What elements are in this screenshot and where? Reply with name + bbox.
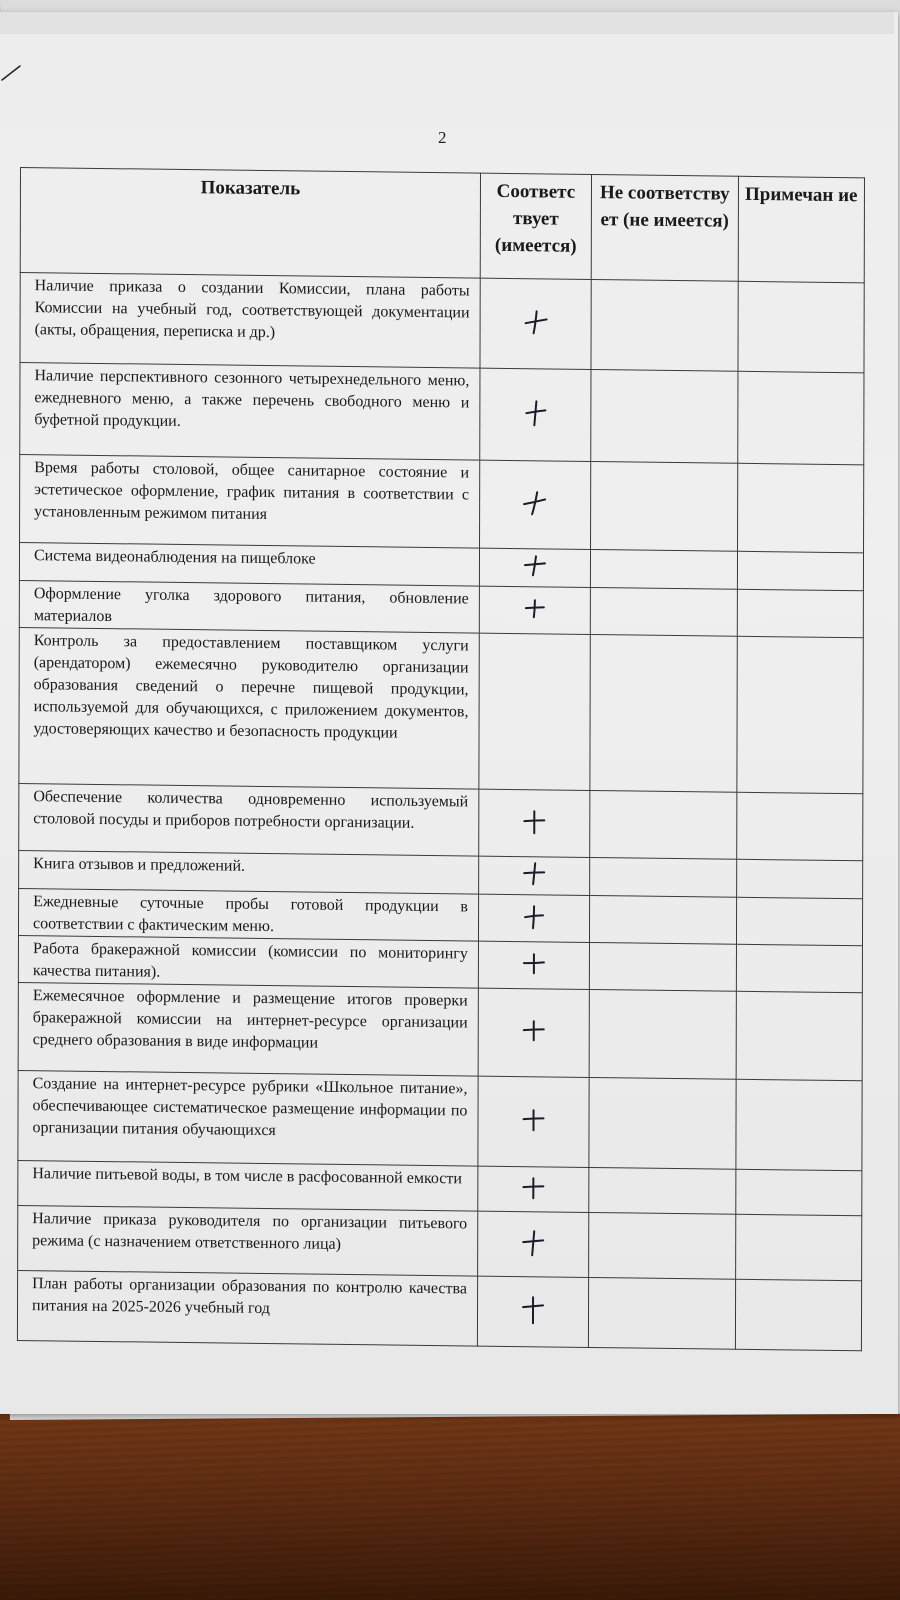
table-row	[19, 627, 863, 793]
plus-mark-svg	[517, 1171, 549, 1203]
plus-mark-svg	[519, 592, 551, 624]
note-cell	[735, 1279, 862, 1351]
plus-mark-stroke	[523, 1231, 543, 1255]
not-complies-cell	[590, 857, 737, 897]
complies-cell	[479, 548, 590, 587]
complies-cell	[479, 789, 590, 857]
indicator-cell: Наличие приказа о создании Комиссии, плана работы Комиссии на учебный год, соответствующей документации (акты, обращения, переписка и др.)	[20, 273, 480, 369]
plus-mark-svg	[520, 305, 552, 337]
complies-cell	[478, 941, 589, 989]
note-cell	[738, 281, 865, 373]
complies-cell	[478, 894, 589, 942]
table-header-row	[20, 168, 864, 283]
handwritten-plus-icon	[519, 396, 551, 428]
complies-cell	[479, 586, 590, 634]
plus-mark-stroke	[524, 492, 545, 514]
not-complies-cell	[591, 279, 738, 371]
indicator-cell: Книга отзывов и предложений.	[19, 850, 479, 894]
note-cell	[736, 859, 862, 899]
note-cell	[736, 897, 862, 946]
note-cell	[736, 1079, 863, 1171]
not-complies-cell	[590, 634, 737, 792]
sheet-edge	[0, 12, 894, 34]
indicator-cell: Система видеонаблюдения на пищеблоке	[19, 542, 479, 586]
note-cell	[737, 371, 864, 465]
complies-cell	[479, 460, 590, 549]
indicator-cell: План работы организации образования по контролю качества питания на 2025-2026 учебный год	[17, 1270, 477, 1346]
indicator-cell: Обеспечение количества одновременно используемый столовой посуды и приборов потребности организации.	[19, 783, 479, 856]
note-cell	[736, 991, 863, 1081]
complies-cell	[477, 1276, 588, 1347]
plus-mark-svg	[518, 947, 550, 979]
plus-mark-svg	[518, 805, 550, 837]
plus-mark-svg	[518, 857, 550, 889]
table-body	[17, 273, 864, 1351]
complies-cell	[479, 856, 590, 895]
indicator-cell: Работа бракеражной комиссии (комиссии по мониторингу качества питания).	[18, 935, 478, 988]
plus-mark-svg	[518, 1014, 550, 1046]
plus-mark-stroke	[523, 1178, 543, 1198]
note-cell	[737, 636, 864, 794]
pen-stroke-icon	[0, 60, 30, 90]
header-complies: Соответс твует (имеется)	[480, 173, 591, 279]
table-row	[20, 273, 864, 373]
not-complies-cell	[589, 1077, 736, 1169]
handwritten-plus-icon	[519, 486, 551, 518]
table-row	[18, 982, 862, 1080]
not-complies-cell	[591, 369, 738, 463]
plus-mark-stroke	[525, 556, 545, 575]
complies-cell	[478, 1211, 589, 1277]
plus-mark-stroke	[524, 811, 544, 833]
not-complies-cell	[589, 1212, 736, 1279]
handwritten-plus-icon	[519, 592, 551, 624]
complies-cell	[480, 278, 591, 369]
not-complies-cell	[589, 942, 736, 991]
handwritten-plus-icon	[517, 1226, 549, 1258]
handwritten-plus-icon	[517, 1103, 549, 1135]
complies-cell	[478, 1166, 589, 1212]
complies-cell	[478, 1076, 589, 1167]
indicator-cell: Время работы столовой, общее санитарное состояние и эстетическое оформление, график питания в соответствии с установленным режимом питания	[20, 454, 480, 548]
not-complies-cell	[591, 461, 738, 551]
table-row	[18, 1070, 862, 1170]
complies-cell	[478, 988, 589, 1077]
plus-mark-stroke	[523, 1110, 543, 1130]
note-cell	[735, 1214, 862, 1281]
handwritten-plus-icon	[518, 947, 550, 979]
handwritten-plus-icon	[518, 1014, 550, 1046]
indicator-cell: Наличие перспективного сезонного четырехнедельного меню, ежедневного меню, а также перечень свободного меню и буфетной продукции.	[20, 363, 480, 461]
header-not-complies: Не соответству ет (не имеется)	[591, 174, 738, 281]
not-complies-cell	[590, 587, 737, 636]
table-row	[20, 363, 864, 465]
handwritten-plus-icon	[518, 805, 550, 837]
indicator-cell: Наличие приказа руководителя по организации питьевого режима (с назначением ответственного лица)	[18, 1205, 478, 1276]
plus-mark-svg	[519, 549, 551, 581]
plus-mark-stroke	[524, 1021, 544, 1040]
not-complies-cell	[590, 895, 737, 944]
header-indicator: Показатель	[20, 168, 480, 279]
indicator-cell: Контроль за предоставлением поставщиком услуги (арендатором) ежемесячно руководителю организации образования сведений о перечне пищевой продукции, используемой для обучающихся, с приложением документов, удостоверяющих качество и безопасность продукции	[19, 627, 479, 789]
plus-mark-svg	[519, 396, 551, 428]
handwritten-plus-icon	[518, 857, 550, 889]
inspection-checklist-table	[17, 167, 865, 1351]
plus-mark-stroke	[525, 906, 543, 928]
handwritten-plus-icon	[517, 1171, 549, 1203]
plus-mark-svg	[517, 1103, 549, 1135]
page-number: 2	[438, 128, 447, 147]
complies-cell	[480, 368, 591, 461]
plus-mark-stroke	[526, 311, 547, 333]
note-cell	[736, 944, 862, 993]
plus-mark-stroke	[523, 1297, 543, 1323]
not-complies-cell	[589, 1167, 736, 1214]
indicator-cell: Ежемесячное оформление и размещение итогов проверки бракеражной комиссии на интернет-ресурсе организации среднего образования в виде информации	[18, 982, 478, 1076]
complies-cell	[479, 633, 591, 790]
header-note: Примечан ие	[738, 176, 865, 283]
handwritten-plus-icon	[517, 1293, 549, 1325]
plus-mark-stroke	[526, 600, 544, 617]
note-cell	[737, 463, 864, 553]
not-complies-cell	[590, 790, 737, 859]
table-row	[18, 1205, 862, 1280]
handwritten-plus-icon	[520, 305, 552, 337]
not-complies-cell	[589, 989, 736, 1079]
table-row	[20, 454, 864, 552]
plus-mark-stroke	[526, 401, 545, 425]
plus-mark-svg	[519, 486, 551, 518]
table-row	[19, 783, 863, 860]
plus-mark-svg	[517, 1293, 549, 1325]
not-complies-cell	[590, 549, 737, 589]
table-row	[17, 1270, 861, 1350]
note-cell	[736, 792, 863, 861]
indicator-cell: Наличие питьевой воды, в том числе в расфосованной емкости	[18, 1160, 478, 1211]
plus-mark-svg	[518, 900, 550, 932]
indicator-cell: Ежедневные суточные пробы готовой продукции в соответствии с фактическим меню.	[18, 888, 478, 941]
plus-mark-svg	[517, 1226, 549, 1258]
indicator-cell: Создание на интернет-ресурсе рубрики «Школьное питание», обеспечивающее систематическое размещение информации по организации питания обучающихся	[18, 1070, 478, 1166]
not-complies-cell	[588, 1277, 735, 1349]
note-cell	[735, 1169, 861, 1216]
indicator-cell: Оформление уголка здорового питания, обновление материалов	[19, 580, 479, 633]
handwritten-plus-icon	[519, 549, 551, 581]
wooden-table-surface	[0, 1395, 900, 1600]
handwritten-plus-icon	[518, 900, 550, 932]
plus-mark-stroke	[524, 863, 544, 884]
note-cell	[737, 589, 863, 638]
note-cell	[737, 551, 863, 591]
plus-mark-stroke	[524, 954, 544, 973]
